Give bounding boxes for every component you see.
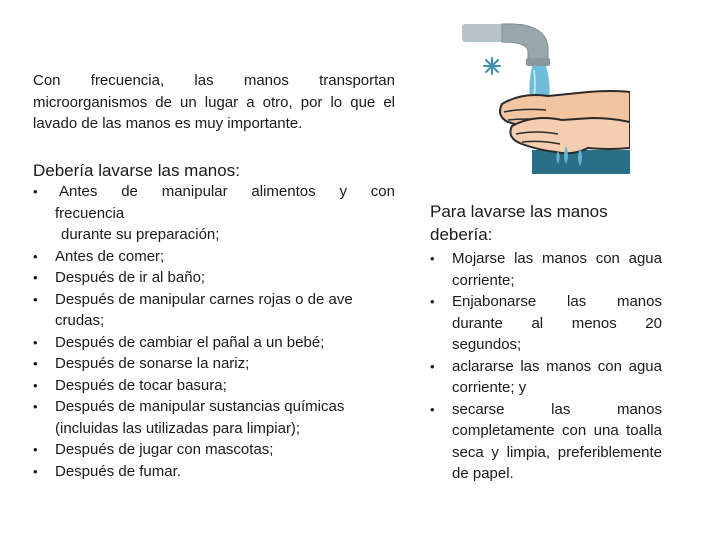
sparkle-shape [484, 58, 500, 74]
list-item: • secarse las manos completamente con una toalla seca y limpia, preferiblemente de papel. [430, 399, 662, 485]
list-item: • Después de manipular sustancias químicas (incluidas las utilizadas para limpiar); [33, 396, 395, 439]
intro-paragraph: Con frecuencia, las manos transportan microorganismos de un lugar a otro, por lo que el lavado de las manos es muy importante. [33, 72, 395, 132]
list-item: • Mojarse las manos con agua corriente; [430, 248, 662, 291]
list-item-line: frecuencia [55, 204, 125, 222]
handwashing-faucet-icon [462, 18, 630, 174]
list-item: • Después de ir al baño; [33, 267, 395, 289]
list-item: • Después de jugar con mascotas; [33, 439, 395, 461]
list-item: • Después de tocar basura; [33, 375, 395, 397]
list-item: • Después de manipular carnes rojas o de ave crudas; [33, 289, 395, 332]
list-item: • Después de cambiar el pañal a un bebé; [33, 332, 395, 354]
list-item: • Antes de comer; [33, 246, 395, 268]
right-heading: Para lavarse las manos debería: [430, 202, 608, 244]
list-item-line: durante su preparación; [61, 226, 220, 243]
how-to-wash-list [430, 248, 662, 485]
left-heading: Debería lavarse las manos: [33, 161, 240, 180]
hand-front [510, 118, 630, 153]
list-item-line: • Antes de manipular alimentos y con [59, 183, 395, 200]
list-item: • Enjabonarse las manos durante al menos 20 segundos; [430, 291, 662, 356]
list-item: • Después de fumar. [33, 461, 395, 483]
list-item: • aclararse las manos con agua corriente; y [430, 356, 662, 399]
list-item: • Después de sonarse la nariz; [33, 353, 395, 375]
list-item [33, 181, 395, 246]
faucet-shape [462, 24, 550, 66]
when-to-wash-list [33, 181, 395, 482]
